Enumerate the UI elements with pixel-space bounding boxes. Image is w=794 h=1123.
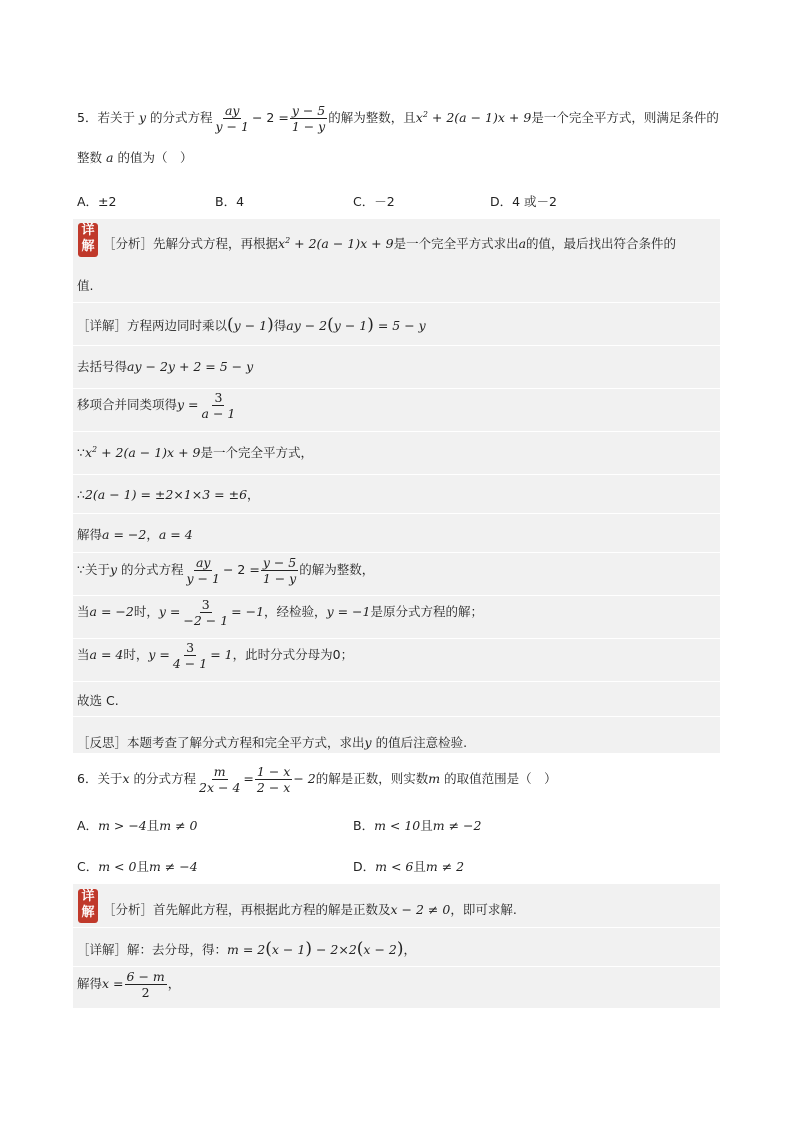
math-expr: x = — [102, 976, 124, 992]
analysis-text: ［分析］首先解此方程，再根据此方程的解是正数及 — [103, 902, 391, 917]
step-text: 的解为整数， — [299, 562, 375, 578]
q6-option-b[interactable]: B．m < 10且m ≠ −2 — [353, 818, 482, 833]
step-text: 当 — [77, 647, 90, 663]
math-var: y — [109, 562, 118, 578]
step-text: 的分式方程 — [121, 562, 184, 578]
step-text: 解得 — [77, 976, 103, 992]
step-text: 当 — [77, 604, 90, 620]
math-expr: a = −2 — [89, 604, 134, 620]
option-text: 且 — [420, 818, 433, 833]
q5-stem-text: 是一个完全平方式，则满足条件的 — [531, 110, 719, 126]
q5-step5: 解得a = −2，a = 4 — [77, 527, 193, 542]
q6-stem-text: 的分式方程 — [133, 771, 197, 787]
q5-stem-line2 — [77, 148, 192, 166]
math-expr: y = — [177, 397, 199, 413]
math-expr: $x^2 + 2(a - 1)x + 9$ — [278, 235, 394, 251]
q5-step3 — [77, 443, 313, 461]
q5-step6: ∵关于y 的分式方程 $\frac{ay}{y - 1}$ − 2 = $\frac{y - 5}{1 - y}$ 的解为整数， — [77, 555, 375, 587]
because-symbol: ∵ — [77, 445, 85, 460]
math-expr: a = 4 — [89, 647, 124, 663]
step-text: 时， — [133, 604, 159, 620]
math-var: m — [428, 771, 441, 787]
fraction: $\frac{3}{a - 1}$ — [201, 390, 236, 422]
option-letter: D． — [353, 859, 376, 874]
therefore-symbol: ∴ — [77, 487, 85, 502]
q5-step9: 故选 C. — [77, 693, 119, 708]
detail-text: 得 — [273, 318, 287, 333]
analysis-text: 是一个完全平方式求出 — [393, 236, 519, 251]
math-var: y — [138, 110, 147, 126]
fraction: $\frac{ay}{y - 1}$ — [215, 103, 249, 135]
q5-analysis-line2: 值. — [77, 278, 94, 293]
option-text: 且 — [136, 859, 149, 874]
q5-stem-text: 若关于 — [97, 110, 135, 126]
q5-step7: 当a = −2时，y = $\frac{3}{-2 - 1}$ = −1，经检验，y = −1是原分式方程的解； — [77, 597, 483, 629]
detail-text: ［详解］解：去分母，得： — [77, 942, 228, 957]
math-expr: 2(a − 1) = ±2×1×3 = ±6 — [84, 487, 248, 502]
fraction: $\frac{ay}{y - 1}$ — [186, 555, 220, 587]
step-text: ，此时分式分母为0； — [232, 647, 354, 663]
math-expr: m = 2(x − 1) − 2×2(x − 2) — [227, 939, 404, 959]
seal-stamp-icon: 详解 — [78, 889, 98, 923]
q6-option-d[interactable]: D．m < 6且m ≠ 2 — [353, 859, 465, 874]
math-expr: a = 4 — [158, 527, 193, 542]
math-expr: $x^2 + 2(a - 1)x + 9$ — [84, 444, 201, 460]
q5-reflection — [77, 733, 467, 751]
q5-option-b[interactable]: B．4 — [215, 194, 245, 209]
q5-step4: ∴2(a − 1) = ±2×1×3 = ±6， — [77, 487, 260, 502]
q5-step8: 当a = 4时，y = $\frac{3}{4 - 1}$ = 1，此时分式分母为0； — [77, 640, 354, 672]
q5-stem-line1: 5．若关于 y 的分式方程 $\frac{ay}{y - 1}$ − 2 = $\frac{y - 5}{1 - y}$ 的解为整数，且$x^2 + 2(a - 1)x + 9$是一个完全平方式，则满足条件的 — [77, 103, 719, 135]
step-text: 时， — [123, 647, 149, 663]
q5-option-a[interactable]: A．±2 — [77, 194, 117, 209]
math-expr: y = −1 — [326, 604, 371, 620]
step-text: ∵关于 — [77, 562, 110, 578]
step-text: ，经检验， — [264, 604, 327, 620]
option-letter: B． — [353, 818, 375, 833]
q6-option-a[interactable]: A．m > −4且m ≠ 0 — [77, 818, 198, 833]
step-text: 解得 — [77, 527, 103, 542]
option-letter: C． — [77, 859, 99, 874]
q5-stem-text: 的解为整数，且 — [328, 110, 416, 126]
math-expr: y = — [158, 604, 181, 620]
analysis-text: ［分析］先解分式方程，再根据 — [103, 236, 279, 251]
q6-step1: 解得x = $\frac{6 - m}{2}$ ， — [77, 969, 181, 1001]
math-var: x — [122, 771, 130, 787]
q5-stem-text: 的分式方程 — [150, 110, 213, 126]
math-expr: ay − 2(y − 1) = 5 − y — [286, 315, 426, 335]
math-expr: ay − 2y + 2 = 5 − y — [127, 359, 254, 374]
q5-analysis-line1 — [103, 234, 676, 252]
detail-text: ［详解］方程两边同时乘以 — [77, 318, 228, 333]
option-letter: A． — [77, 818, 99, 833]
q5-step1 — [77, 357, 253, 375]
analysis-text: ，即可求解. — [450, 902, 517, 917]
q5-step2 — [77, 391, 238, 420]
q6-detail: ［详解］解：去分母，得：m = 2(x − 1) − 2×2(x − 2)， — [77, 939, 417, 959]
q6-option-c[interactable]: C．m < 0且m ≠ −4 — [77, 859, 198, 874]
math-expr: a = −2 — [102, 527, 147, 542]
fraction: $\frac{3}{-2 - 1}$ — [183, 597, 229, 629]
step-text: 去括号得 — [77, 359, 128, 374]
q5-detail-line — [77, 315, 426, 335]
q5-option-d[interactable]: D．4 或－2 — [490, 194, 558, 209]
option-text: 且 — [146, 818, 160, 833]
math-var: a — [518, 236, 527, 251]
math-expr: (y − 1) — [227, 315, 274, 335]
fraction: $\frac{3}{4 - 1}$ — [172, 640, 208, 672]
q5-stem-text: 的值为（ ） — [117, 150, 193, 165]
math-expr: $x^2 + 2(a - 1)x + 9$ — [415, 109, 532, 126]
reflection-text: ［反思］本题考查了解分式方程和完全平方式，求出 — [77, 735, 365, 750]
q6-stem-text: 的取值范围是（ ） — [444, 771, 557, 787]
q6-stem: 6．关于x 的分式方程 $\frac{m}{2x - 4}$ = $\frac{1 - x}{2 - x}$ − 2的解是正数，则实数m 的取值范围是（ ） — [77, 764, 557, 796]
math-expr: x − 2 ≠ 0 — [390, 902, 451, 917]
q5-stem-text: 整数 — [77, 150, 103, 165]
math-expr: y = — [148, 647, 170, 663]
math-var: y — [364, 735, 372, 750]
seal-stamp-icon: 详解 — [78, 223, 98, 257]
q6-number: 6．关于 — [77, 771, 123, 787]
step-text: 是一个完全平方式， — [200, 445, 314, 460]
step-text: 是原分式方程的解； — [370, 604, 483, 620]
q6-analysis — [103, 900, 517, 918]
q6-stem-text: 的解是正数，则实数 — [315, 771, 429, 787]
fraction: $\frac{1 - x}{2 - x}$ — [256, 764, 291, 796]
reflection-text: 的值后注意检验. — [375, 735, 468, 750]
fraction: $\frac{y - 5}{1 - y}$ — [262, 555, 297, 587]
math-var: a — [106, 150, 114, 165]
q5-number: 5． — [77, 110, 98, 126]
analysis-text: 的值，最后找出符合条件的 — [526, 236, 677, 251]
fraction: $\frac{m}{2x - 4}$ — [199, 764, 241, 796]
fraction: $\frac{6 - m}{2}$ — [126, 969, 165, 1001]
fraction: $\frac{y - 5}{1 - y}$ — [291, 103, 326, 135]
option-text: 且 — [413, 859, 426, 874]
step-text: 移项合并同类项得 — [77, 397, 178, 413]
q5-option-c[interactable]: C．－2 — [353, 194, 395, 209]
